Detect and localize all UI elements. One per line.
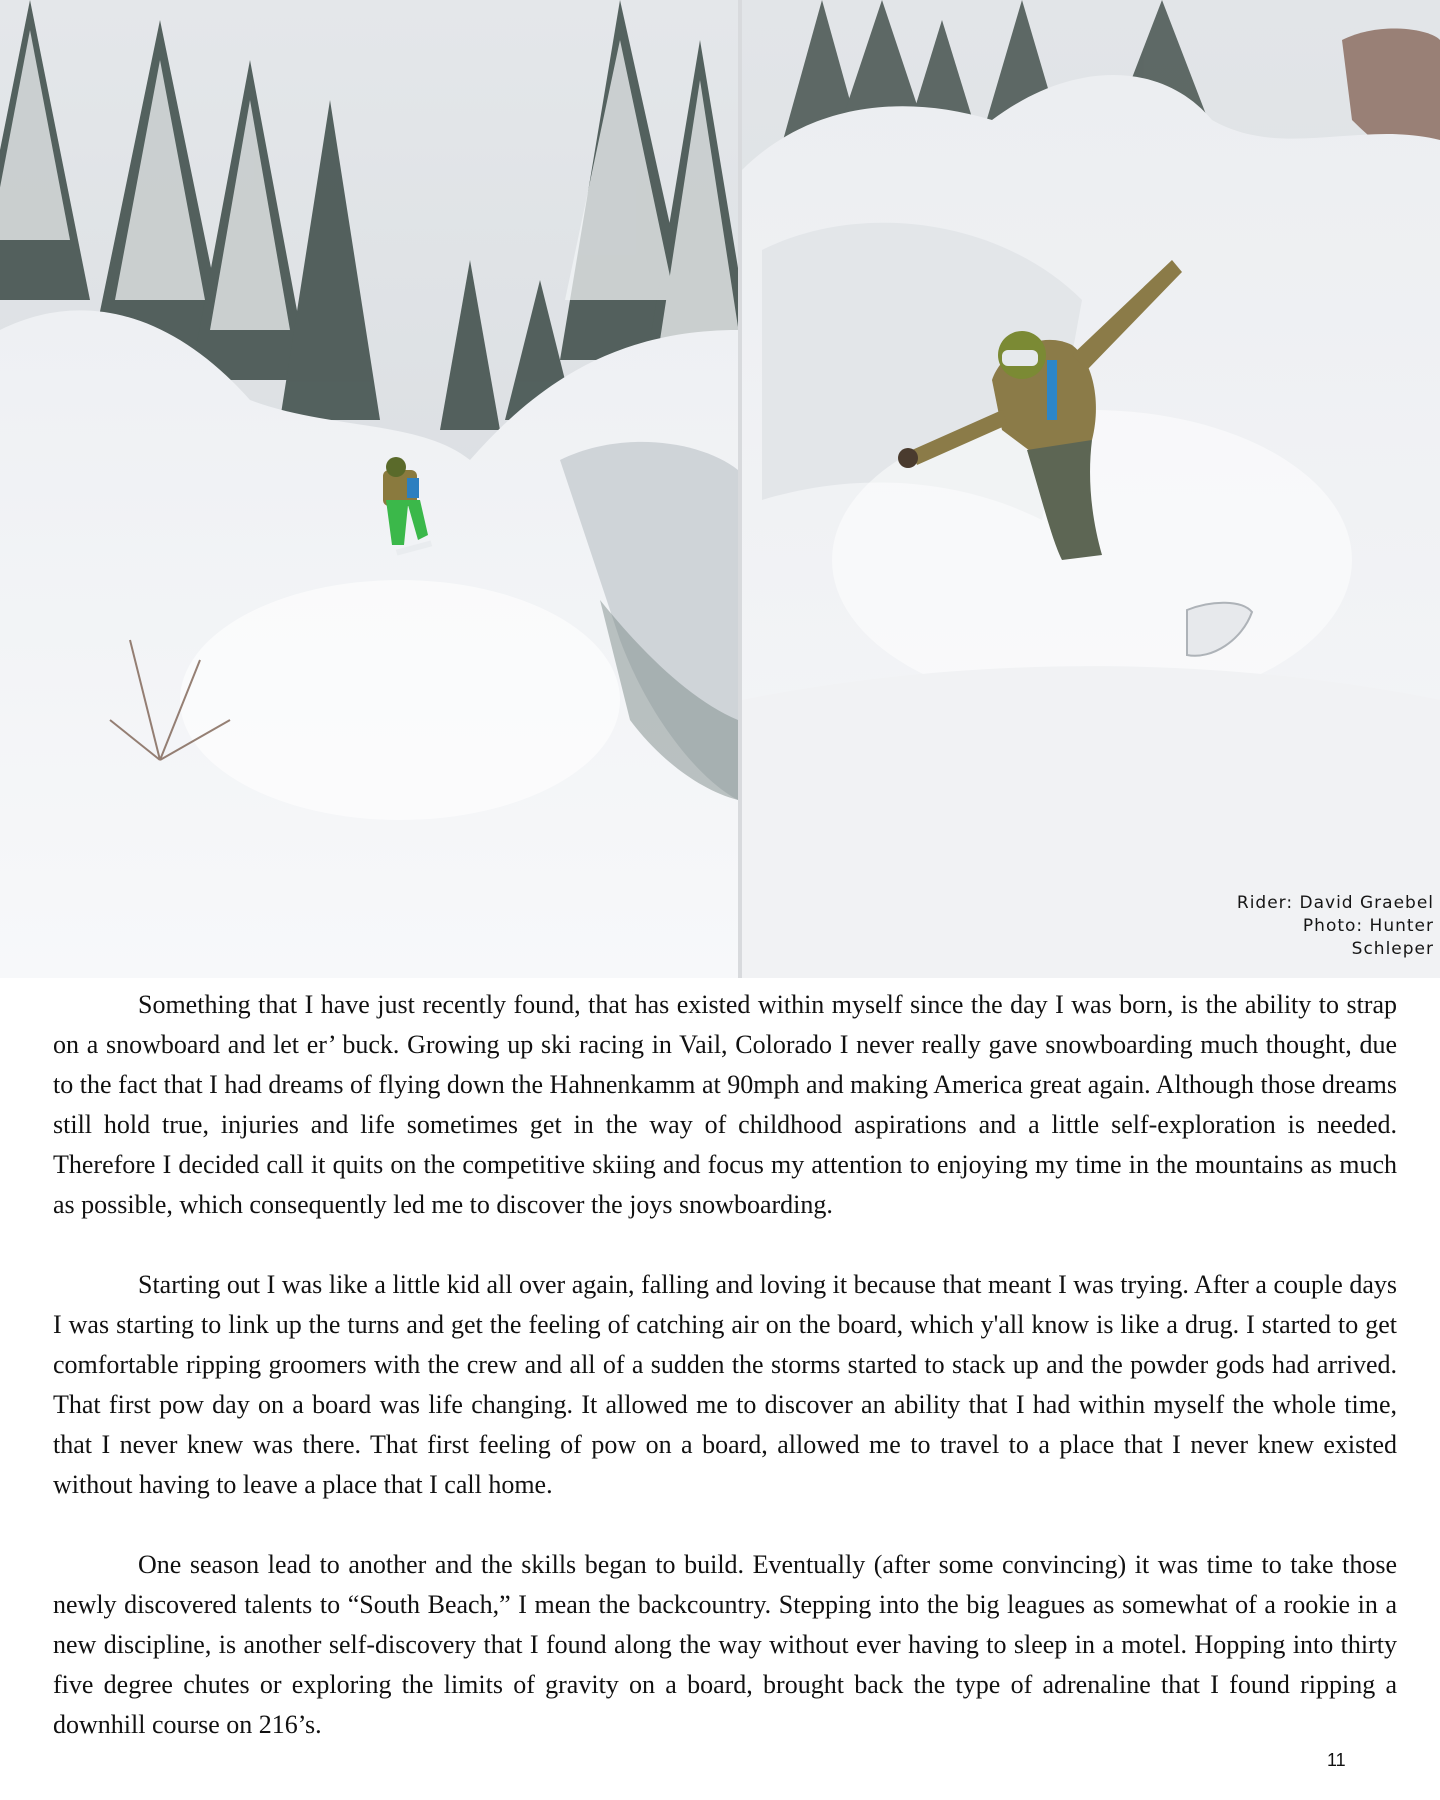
photo-left-snowboarder-drop <box>0 0 738 978</box>
page-number: 11 <box>1327 1750 1346 1770</box>
paragraph-1: Something that I have just recently found, that has existed within myself since the day I was born, is the ability to strap on a snowboard and let er’ buck. Growing up ski racing in Vail, Colorado I never really gave snowboarding much thought, due to the fact that I had dreams of flying down the Hahnenkamm at 90mph and making America great again. Although those dreams still hold true, injuries and life sometimes get in the way of childhood aspirations and a little self-exploration is needed. Therefore I decided call it quits on the competitive skiing and focus my attention to enjoying my time in the mountains as much as possible, which consequently led me to discover the joys snowboarding. <box>53 990 1397 1219</box>
photo-right-snowboarder-powder <box>742 0 1440 978</box>
paragraph-3: One season lead to another and the skills began to build. Eventually (after some convincing) it was time to take those newly discovered talents to “South Beach,” I mean the backcountry. Stepping into the big leagues as somewhat of a rookie in a new discipline, is another self-discovery that I found along the way without ever having to sleep in a motel. Hopping into thirty five degree chutes or exploring the limits of gravity on a board, brought back the type of adrenaline that I found ripping a downhill course on 216’s. <box>53 1550 1397 1739</box>
article-body <box>53 985 1397 1785</box>
caption-rider: Rider: David Graebel <box>1236 893 1434 913</box>
paragraph-2: Starting out I was like a little kid all over again, falling and loving it because that meant I was trying. After a couple days I was starting to link up the turns and get the feeling of catching air on the board, which y'all know is like a drug. I started to get comfortable ripping groomers with the crew and all of a sudden the storms started to stack up and the powder gods had arrived. That first pow day on a board was life changing. It allowed me to discover an ability that I had within myself the whole time, that I never knew was there. That first feeling of pow on a board, allowed me to travel to a place that I never knew existed without having to leave a place that I call home. <box>53 1270 1397 1499</box>
photo-credit-caption <box>1237 892 1434 961</box>
caption-photo-line1: Photo: Hunter <box>1302 916 1434 936</box>
caption-photo-line2: Schleper <box>1351 939 1434 959</box>
